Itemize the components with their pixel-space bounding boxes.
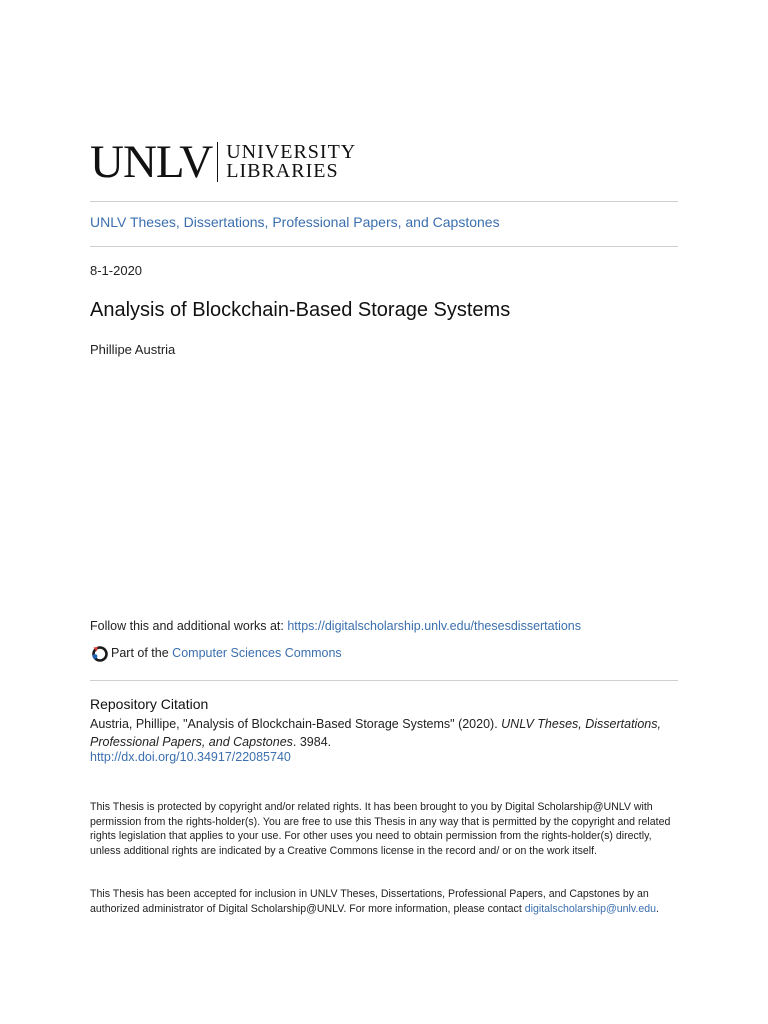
logo-line-libraries: LIBRARIES bbox=[226, 160, 339, 182]
collection-link[interactable]: UNLV Theses, Dissertations, Professional Papers, and Capstones bbox=[90, 214, 500, 230]
divider-top bbox=[90, 201, 678, 202]
citation-series: UNLV Theses, Dissertations, Professional Papers, and Capstones bbox=[90, 717, 661, 749]
acceptance-statement bbox=[90, 887, 678, 916]
follow-line bbox=[90, 619, 581, 633]
acceptance-text: This Thesis has been accepted for inclusion in UNLV Theses, Dissertations, Professional Papers, and Capstones by an authorized administrator of Digital Scholarship@UNLV. For more information, please contact bbox=[90, 888, 649, 915]
contact-email-link[interactable]: digitalscholarship@unlv.edu bbox=[524, 902, 657, 915]
computer-sciences-commons-link[interactable]: Computer Sciences Commons bbox=[172, 646, 342, 660]
logo-divider bbox=[217, 142, 218, 182]
part-of-line bbox=[90, 644, 342, 662]
logo-line-university: UNIVERSITY bbox=[226, 141, 357, 163]
logo-text bbox=[226, 143, 356, 181]
follow-label: Follow this and additional works at: bbox=[90, 619, 288, 633]
publication-date: 8-1-2020 bbox=[90, 263, 143, 278]
citation-number: . 3984. bbox=[292, 735, 332, 749]
logo-wordmark: UNLV bbox=[90, 136, 213, 188]
doi-link[interactable]: http://dx.doi.org/10.34917/22085740 bbox=[90, 750, 291, 764]
divider-collection bbox=[90, 246, 678, 247]
author-name: Phillipe Austria bbox=[90, 342, 176, 357]
repository-citation-heading: Repository Citation bbox=[90, 696, 209, 712]
open-access-icon bbox=[90, 644, 108, 662]
page-title: Analysis of Blockchain-Based Storage Systems bbox=[90, 299, 511, 321]
acceptance-end: . bbox=[656, 902, 659, 915]
unlv-libraries-logo bbox=[90, 136, 357, 188]
rights-statement: This Thesis is protected by copyright and/or related rights. It has been brought to you by Digital Scholarship@UNLV with permission from the rights-holder(s). You are free to use this Thesis in any way that is permitted by the copyright and related rights legislation that applies to your use. For other uses you need to obtain permission from the rights-holder(s) directly, unless additional rights are indicated by a Creative Commons license in the record and/ or on the work itself. bbox=[90, 801, 671, 857]
citation-start: Austria, Phillipe, "Analysis of Blockchain-Based Storage Systems" (2020). bbox=[90, 717, 502, 731]
citation-text bbox=[90, 715, 678, 751]
follow-url-link[interactable]: https://digitalscholarship.unlv.edu/thesesdissertations bbox=[287, 619, 582, 633]
part-of-label: Part of the bbox=[111, 646, 169, 660]
divider-citation bbox=[90, 680, 678, 681]
